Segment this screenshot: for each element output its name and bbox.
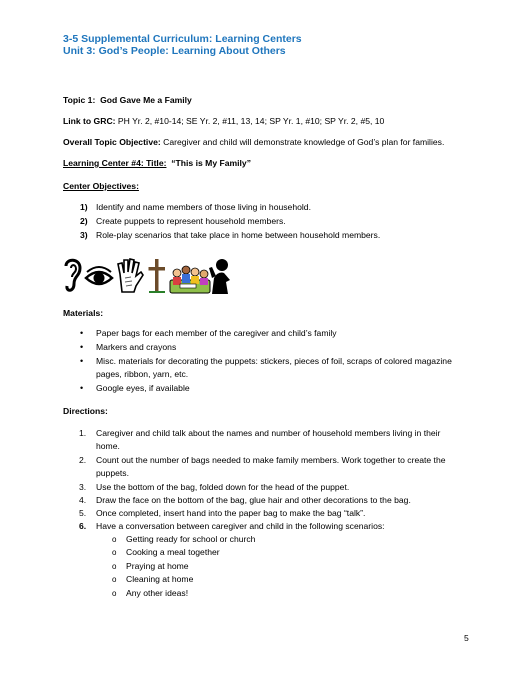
grc-line	[63, 116, 384, 127]
circle-bullet: o	[112, 589, 117, 598]
material-item: Misc. materials for decorating the puppets: stickers, pieces of foil, scraps of colored magazine	[96, 356, 452, 366]
material-item-continued: pages, ribbon, yarn, etc.	[96, 369, 189, 379]
scenario-item: Any other ideas!	[126, 588, 189, 598]
hand-icon	[118, 259, 143, 292]
scenario-item: Getting ready for school or church	[126, 534, 256, 544]
objective-text: Caregiver and child will demonstrate knowledge of God’s plan for families.	[163, 137, 445, 147]
page-number: 5	[464, 633, 469, 643]
objective-label: Overall Topic Objective:	[63, 137, 161, 147]
direction-num: 5.	[79, 508, 87, 518]
grc-label: Link to GRC:	[63, 116, 116, 126]
direction-item: Draw the face on the bottom of the bag, glue hair and other decorations to the bag.	[96, 495, 411, 505]
direction-item-continued: home.	[96, 441, 120, 451]
scenario-item: Praying at home	[126, 561, 189, 571]
direction-num: 4.	[79, 495, 87, 505]
scenario-item: Cleaning at home	[126, 574, 194, 584]
bullet: •	[80, 383, 84, 393]
topic-title: God Gave Me a Family	[100, 95, 192, 105]
objective-item: Create puppets to represent household members.	[96, 216, 286, 226]
grc-text: PH Yr. 2, #10-14; SE Yr. 2, #11, 13, 14; SP Yr. 1, #10; SP Yr. 2, #5, 10	[117, 116, 385, 126]
material-item: Markers and crayons	[96, 342, 177, 352]
circle-bullet: o	[112, 562, 117, 571]
circle-bullet: o	[112, 535, 117, 544]
direction-item: Caregiver and child talk about the names and number of household members living in their	[96, 428, 441, 438]
direction-item: Have a conversation between caregiver and child in the following scenarios:	[96, 521, 385, 531]
praying-child-icon	[209, 259, 230, 294]
direction-num: 1.	[79, 428, 87, 438]
objective-item: Role-play scenarios that take place in home between household members.	[96, 230, 381, 240]
objective-num: 2)	[80, 216, 88, 226]
unit-title: Unit 3: God’s People: Learning About Others	[63, 45, 286, 57]
topic-line	[63, 95, 192, 106]
bullet: •	[80, 328, 84, 338]
objective-line	[63, 137, 444, 148]
bullet: •	[80, 342, 84, 352]
bullet: •	[80, 356, 84, 366]
senses-icons-strip	[62, 256, 232, 296]
ear-icon	[66, 260, 80, 290]
scenario-item: Cooking a meal together	[126, 547, 220, 557]
center-line	[63, 158, 251, 169]
objective-num: 3)	[80, 230, 88, 240]
children-group-icon	[170, 266, 210, 293]
eye-icon	[86, 267, 112, 284]
direction-num: 2.	[79, 455, 87, 465]
curriculum-title: 3-5 Supplemental Curriculum: Learning Centers	[63, 33, 302, 45]
objective-num: 1)	[80, 202, 88, 212]
circle-bullet: o	[112, 548, 117, 557]
topic-label: Topic 1:	[63, 95, 96, 105]
cross-icon	[149, 259, 166, 292]
material-item: Paper bags for each member of the caregiver and child’s family	[96, 328, 337, 338]
center-label: Learning Center #4: Title:	[63, 158, 167, 168]
circle-bullet: o	[112, 575, 117, 584]
center-objectives-heading: Center Objectives:	[63, 181, 139, 191]
direction-num: 6.	[79, 521, 87, 531]
direction-item: Once completed, insert hand into the paper bag to make the bag “talk”.	[96, 508, 366, 518]
center-title: “This is My Family”	[171, 158, 252, 168]
objective-item: Identify and name members of those living in household.	[96, 202, 311, 212]
direction-item: Use the bottom of the bag, folded down for the head of the puppet.	[96, 482, 350, 492]
direction-num: 3.	[79, 482, 87, 492]
directions-heading: Directions:	[63, 406, 108, 416]
material-item: Google eyes, if available	[96, 383, 190, 393]
direction-item-continued: puppets.	[96, 468, 129, 478]
direction-item: Count out the number of bags needed to make family members. Work together to create the	[96, 455, 446, 465]
materials-heading: Materials:	[63, 308, 104, 318]
